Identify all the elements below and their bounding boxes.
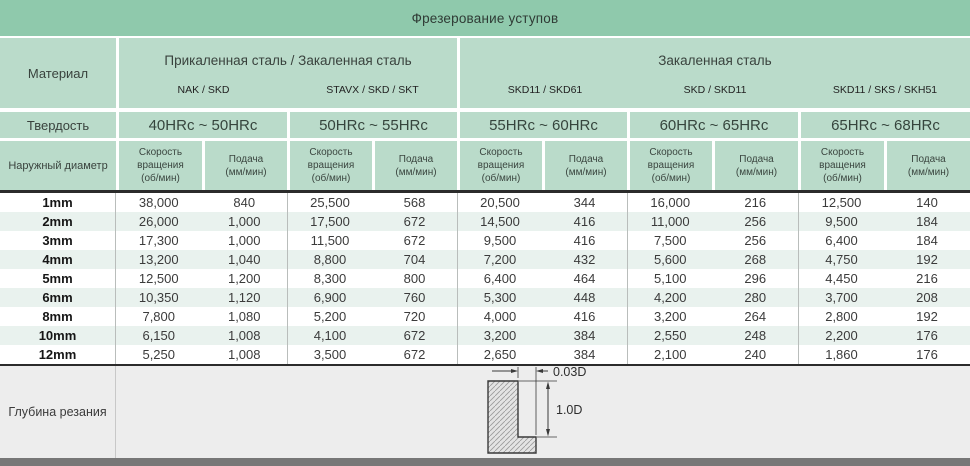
feed-value-cell: 176 <box>916 328 938 344</box>
speed-value-cell: 20,500 <box>457 193 542 212</box>
speed-value-cell: 25,500 <box>287 193 372 212</box>
speed-value-cell: 9,500 <box>457 231 542 250</box>
speed-value-cell: 17,500 <box>287 212 372 231</box>
speed-value-cell: 14,500 <box>457 212 542 231</box>
speed-value-cell: 11,500 <box>287 231 372 250</box>
diameter-cell: 3mm <box>0 231 116 250</box>
page-title: Фрезерование уступов <box>411 10 559 26</box>
column-header-row <box>0 141 970 190</box>
feed-value-cell: 344 <box>573 194 596 210</box>
speed-value-cell: 5,600 <box>627 250 713 269</box>
feed-header-cell <box>375 141 457 190</box>
steel-name-cell <box>119 82 457 108</box>
feed-value-cell: 1,008 <box>227 328 261 344</box>
speed-value-cell: 2,200 <box>798 326 884 345</box>
feed-value-cell: 192 <box>916 251 938 267</box>
dim-depth-label: 1.0D <box>556 403 583 418</box>
material-groups <box>119 38 970 108</box>
speed-value-cell: 17,300 <box>138 232 179 248</box>
feed-value-cell: 176 <box>916 347 938 363</box>
feed-value-cell: 384 <box>573 328 596 344</box>
header-line: (об/мин) <box>141 173 180 184</box>
header-line: Скорость <box>138 147 183 158</box>
feed-value-cell: 256 <box>744 213 767 229</box>
speed-value-cell: 5,250 <box>142 347 176 363</box>
feed-value-cell: 1,040 <box>227 251 261 267</box>
feed-value-cell: 416 <box>573 213 596 229</box>
header-line: (об/мин) <box>481 173 521 184</box>
speed-value-cell: 8,300 <box>287 269 372 288</box>
speed-value-cell: 6,400 <box>457 269 542 288</box>
workpiece-shape <box>488 381 536 453</box>
feed-value-cell: 416 <box>573 309 596 325</box>
step-profile-drawing <box>460 366 660 457</box>
diameter-cell: 6mm <box>0 288 116 307</box>
header-line: Подача <box>911 153 946 165</box>
speed-value-cell: 5,300 <box>457 288 542 307</box>
steel-group-row <box>119 38 970 82</box>
feed-header-cell <box>715 141 798 190</box>
feed-value-cell: 800 <box>403 270 426 286</box>
speed-header-cell <box>460 141 542 190</box>
table-title-bar <box>0 0 970 36</box>
steel-name: NAK / SKD <box>177 84 230 96</box>
feed-value-cell: 672 <box>403 328 426 344</box>
speed-value-cell: 4,100 <box>287 326 372 345</box>
feed-value-cell: 264 <box>744 309 767 325</box>
header-line: Подача <box>568 153 604 165</box>
header-line: (об/мин) <box>823 173 862 184</box>
speed-header-cell <box>630 141 712 190</box>
feed-value-cell: 568 <box>403 194 426 210</box>
table-row <box>0 231 970 250</box>
steel-group-name: Прикаленная сталь / Закаленная сталь <box>119 38 457 82</box>
data-table-body <box>0 193 970 365</box>
feed-header-cell <box>545 141 627 190</box>
speed-value-cell: 4,000 <box>457 307 542 326</box>
speed-value-cell: 5,100 <box>627 269 713 288</box>
feed-value-cell: 140 <box>916 194 938 210</box>
table-row <box>0 326 970 345</box>
speed-value-cell: 4,200 <box>627 288 713 307</box>
feed-value-cell: 256 <box>744 232 767 248</box>
speed-value-cell: 2,550 <box>627 326 713 345</box>
steel-name: STAVX / SKD / SKT <box>326 84 419 96</box>
feed-value-cell: 672 <box>403 232 426 248</box>
feed-value-cell: 432 <box>573 251 596 267</box>
feed-header-cell <box>205 141 287 190</box>
diameter-cell: 10mm <box>0 326 116 345</box>
table-row <box>0 212 970 231</box>
header-line: вращения <box>307 160 355 171</box>
speed-value-cell: 9,500 <box>798 212 884 231</box>
header-line: Скорость <box>479 147 523 158</box>
steel-name-cell <box>460 82 970 108</box>
hardness-row <box>0 112 970 138</box>
table-row <box>0 307 970 326</box>
table-row <box>0 345 970 364</box>
header-line: (мм/мин) <box>565 166 607 178</box>
diameter-cell: 2mm <box>0 212 116 231</box>
table-row <box>0 288 970 307</box>
depth-label: Глубина резания <box>0 366 116 458</box>
speed-value-cell: 26,000 <box>138 213 179 229</box>
hardness-range-cell: 60HRc ~ 65HRc <box>630 112 798 138</box>
header-line: Подача <box>228 153 264 165</box>
header-line: (мм/мин) <box>395 166 437 178</box>
feed-value-cell: 1,200 <box>227 270 261 286</box>
material-label-cell: Материал <box>0 38 116 108</box>
feed-value-cell: 208 <box>916 290 938 306</box>
header-line: (мм/мин) <box>225 166 267 178</box>
table-row <box>0 193 970 212</box>
feed-value-cell: 192 <box>916 309 938 325</box>
header-line: вращения <box>819 160 866 171</box>
feed-value-cell: 216 <box>916 270 938 286</box>
header-line: (мм/мин) <box>907 166 950 178</box>
speed-value-cell: 3,500 <box>287 345 372 364</box>
diameter-cell: 8mm <box>0 307 116 326</box>
speed-value-cell: 10,350 <box>138 290 179 306</box>
table-row <box>0 269 970 288</box>
material-header-block <box>0 38 970 108</box>
feed-value-cell: 464 <box>573 270 596 286</box>
dim-width-label: 0.03D <box>553 366 587 380</box>
feed-value-cell: 1,000 <box>227 232 261 248</box>
bottom-bar <box>0 458 970 466</box>
diameter-cell: 5mm <box>0 269 116 288</box>
hardness-range-cell: 55HRc ~ 60HRc <box>460 112 627 138</box>
header-line: (об/мин) <box>651 173 691 184</box>
feed-value-cell: 760 <box>403 290 426 306</box>
speed-value-cell: 1,860 <box>798 345 884 364</box>
diameter-cell: 4mm <box>0 250 116 269</box>
speed-value-cell: 3,700 <box>798 288 884 307</box>
speed-value-cell: 38,000 <box>138 194 179 210</box>
feed-value-cell: 384 <box>573 347 596 363</box>
header-line: Подача <box>398 153 434 165</box>
speed-value-cell: 8,800 <box>287 250 372 269</box>
speed-value-cell: 13,200 <box>138 251 179 267</box>
header-line: вращения <box>647 160 695 171</box>
feed-value-cell: 268 <box>744 251 767 267</box>
speed-value-cell: 11,000 <box>627 212 713 231</box>
feed-value-cell: 184 <box>916 232 938 248</box>
feed-value-cell: 840 <box>233 194 256 210</box>
cutting-depth-diagram <box>460 366 660 457</box>
steel-group-name: Закаленная сталь <box>460 38 970 82</box>
feed-value-cell: 1,120 <box>227 290 261 306</box>
header-line: (мм/мин) <box>735 166 778 178</box>
header-line: вращения <box>137 160 184 171</box>
speed-value-cell: 6,900 <box>287 288 372 307</box>
speed-value-cell: 7,800 <box>142 309 176 325</box>
speed-value-cell: 4,450 <box>798 269 884 288</box>
steel-names-row <box>119 82 970 108</box>
speed-header-cell <box>119 141 202 190</box>
hardness-range-cell: 65HRc ~ 68HRc <box>801 112 970 138</box>
feed-value-cell: 296 <box>744 270 767 286</box>
cutting-depth-section <box>0 366 970 458</box>
feed-value-cell: 1,080 <box>227 309 261 325</box>
speed-value-cell: 2,800 <box>798 307 884 326</box>
feed-value-cell: 248 <box>744 328 767 344</box>
diameter-cell: 12mm <box>0 345 116 364</box>
diameter-cell: 1mm <box>0 193 116 212</box>
feed-value-cell: 184 <box>916 213 938 229</box>
speed-value-cell: 4,750 <box>798 250 884 269</box>
feed-value-cell: 448 <box>573 290 596 306</box>
speed-value-cell: 12,500 <box>138 270 179 286</box>
hardness-range-cell: 40HRc ~ 50HRc <box>119 112 287 138</box>
feed-value-cell: 1,000 <box>227 213 261 229</box>
steel-name: SKD11 / SKS / SKH51 <box>832 84 938 96</box>
feed-value-cell: 280 <box>744 290 767 306</box>
header-line: вращения <box>477 160 525 171</box>
speed-value-cell: 7,500 <box>627 231 713 250</box>
steel-name: SKD / SKD11 <box>683 84 747 96</box>
speed-header-cell <box>801 141 884 190</box>
speed-value-cell: 3,200 <box>457 326 542 345</box>
speed-value-cell: 2,650 <box>457 345 542 364</box>
feed-value-cell: 416 <box>573 232 596 248</box>
feed-value-cell: 720 <box>403 309 426 325</box>
speed-value-cell: 3,200 <box>627 307 713 326</box>
hardness-range-cell: 50HRc ~ 55HRc <box>290 112 457 138</box>
header-line: Скорость <box>820 147 865 158</box>
speed-value-cell: 6,150 <box>142 328 176 344</box>
speed-value-cell: 5,200 <box>287 307 372 326</box>
feed-value-cell: 672 <box>403 347 426 363</box>
table-row <box>0 250 970 269</box>
speed-header-cell <box>290 141 372 190</box>
feed-value-cell: 1,008 <box>227 347 261 363</box>
feed-value-cell: 672 <box>403 213 426 229</box>
hardness-label-cell: Твердость <box>0 112 116 138</box>
speed-value-cell: 7,200 <box>457 250 542 269</box>
speed-value-cell: 12,500 <box>798 193 884 212</box>
header-line: Подача <box>739 153 774 165</box>
steel-name: SKD11 / SKD61 <box>507 84 583 96</box>
feed-value-cell: 704 <box>403 251 426 267</box>
speed-value-cell: 2,100 <box>627 345 713 364</box>
header-line: Скорость <box>309 147 353 158</box>
speed-value-cell: 16,000 <box>627 193 713 212</box>
speed-value-cell: 6,400 <box>798 231 884 250</box>
diameter-label-cell: Наружный диаметр <box>0 141 116 190</box>
feed-value-cell: 240 <box>744 347 767 363</box>
feed-value-cell: 216 <box>744 194 767 210</box>
header-line: (об/мин) <box>311 173 351 184</box>
feed-header-cell <box>887 141 970 190</box>
header-line: Скорость <box>649 147 693 158</box>
